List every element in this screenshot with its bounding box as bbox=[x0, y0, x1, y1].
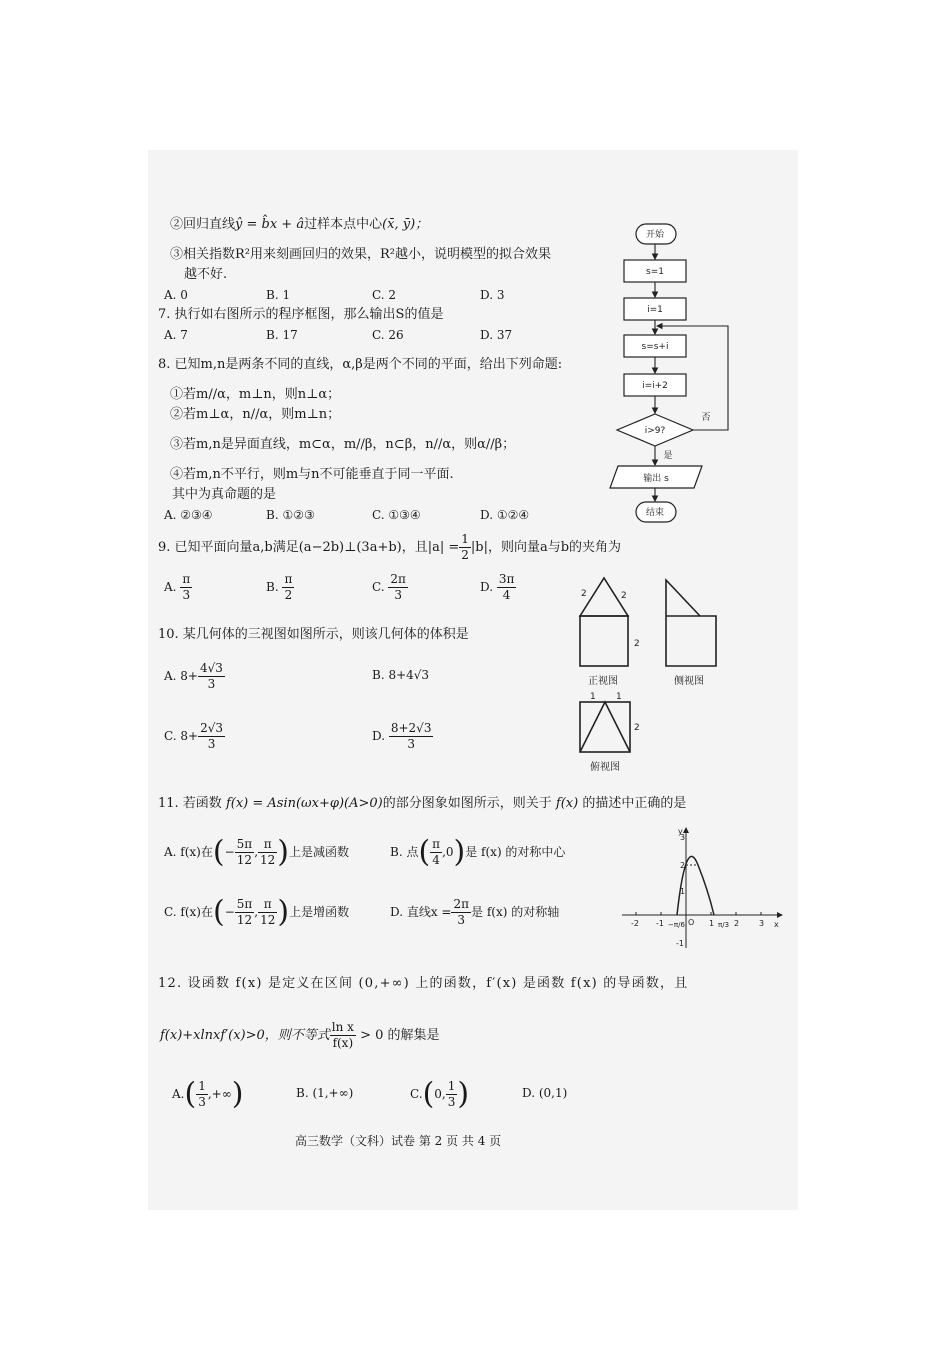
q8-option-c: C. ①③④ bbox=[372, 508, 421, 522]
q6-item-3-cont: 越不好. bbox=[184, 267, 228, 282]
q12-option-c: C.(0, $\frac{1}{3}$ ) bbox=[410, 1076, 470, 1112]
q12-option-d: D. (0,1) bbox=[522, 1086, 568, 1100]
q9-option-b: B. $\frac{\pi}{2}$ bbox=[266, 572, 293, 602]
top-view-triangle bbox=[580, 702, 630, 752]
q10-option-b: B. 8+4√3 bbox=[372, 668, 430, 682]
q7-option-b: B. 17 bbox=[266, 328, 298, 342]
q7-stem: 7. 执行如右图所示的程序框图，那么输出S的值是 bbox=[158, 307, 444, 322]
front-view-caption: 正视图 bbox=[588, 676, 618, 687]
graph-tick-x-2: 2 bbox=[734, 919, 740, 928]
front-view-height-label: 2 bbox=[634, 639, 640, 649]
q11-option-a: A. f(x)在(− $\frac{5\pi}{12}$ , $\frac{\pi}{12}$ )上是减函数 bbox=[164, 834, 350, 870]
q10-stem: 10. 某几何体的三视图如图所示，则该几何体的体积是 bbox=[158, 627, 469, 642]
q11-option-c: C. f(x)在(− $\frac{5\pi}{12}$ , $\frac{\pi}{12}$ )上是增函数 bbox=[164, 894, 350, 930]
top-view-square bbox=[580, 702, 630, 752]
q10-option-c: C. 8+ $\frac{2√3}{3}$ bbox=[164, 721, 223, 751]
flow-no-label: 否 bbox=[701, 413, 711, 423]
q9-stem: 9. 已知平面向量a,b满足(a−2b)⊥(3a+b)，且|a| = $\frac{1}{2}$ |b|，则向量a与b的夹角为 bbox=[158, 532, 622, 562]
graph-x-label: x bbox=[774, 920, 779, 929]
top-view-caption: 俯视图 bbox=[590, 762, 620, 773]
front-view-square bbox=[580, 616, 628, 666]
side-view-shape bbox=[666, 580, 716, 666]
q9-option-a: A. $\frac{\pi}{3}$ bbox=[164, 572, 191, 602]
flow-yes-label: 是 bbox=[663, 451, 673, 461]
top-view-label-1-right: 1 bbox=[616, 692, 622, 702]
q8-proposition-1: ①若m//α，m⊥n，则n⊥α； bbox=[170, 387, 341, 402]
q9-half-fraction: $\frac{1}{2}$ bbox=[461, 532, 469, 562]
q11-option-b: B. 点( $\frac{\pi}{4}$ ,0)是 f(x) 的对称中心 bbox=[390, 834, 566, 870]
q12-stem-line2: f(x)+xlnxf′(x)>0，则不等式 $\frac{\text{ln x}}{f(x)}$ > 0 的解集是 bbox=[160, 1020, 440, 1050]
graph-tick-x-1: 1 bbox=[709, 919, 715, 928]
top-view-label-1-left: 1 bbox=[590, 692, 596, 702]
graph-tick-x-neg1: -1 bbox=[656, 919, 664, 928]
q8-option-d: D. ①②④ bbox=[480, 508, 530, 522]
graph-tick-y-2: 2 bbox=[680, 861, 686, 870]
q8-option-b: B. ①②③ bbox=[266, 508, 315, 522]
side-view-caption: 侧视图 bbox=[674, 676, 704, 687]
q7-option-d: D. 37 bbox=[480, 328, 513, 342]
q12-stem-line1: 12. 设函数 f(x) 是定义在区间 (0,+∞) 上的函数，f′(x) 是函数 f(x) 的导函数，且 bbox=[158, 976, 689, 991]
flow-end-text: 结束 bbox=[645, 508, 665, 518]
q8-proposition-2: ②若m⊥α，n//α，则m⊥n； bbox=[170, 407, 341, 422]
flow-i-init-text: i=1 bbox=[647, 305, 663, 315]
q12-option-a: A.( $\frac{1}{3}$ ,+∞) bbox=[172, 1076, 244, 1112]
q9-option-d: D. $\frac{3\pi}{4}$ bbox=[480, 572, 515, 602]
page-footer: 高三数学（文科）试卷 第 2 页 共 4 页 bbox=[295, 1134, 502, 1148]
flow-start-text: 开始 bbox=[645, 230, 665, 240]
graph-pi3-label: π/3 bbox=[718, 921, 730, 929]
q6-option-b: B. 1 bbox=[266, 288, 291, 302]
q9-option-c: C. $\frac{2\pi}{3}$ bbox=[372, 572, 406, 602]
q11-stem: 11. 若函数 f(x) = Asin(ωx+φ)(A>0)的部分图象如图所示，则关于 f(x) 的描述中正确的是 bbox=[158, 796, 687, 811]
q6-item-3: ③相关指数R²用来刻画回归的效果，R²越小，说明模型的拟合效果 bbox=[170, 247, 551, 262]
q7-option-a: A. 7 bbox=[164, 328, 188, 342]
graph-tick-x-3: 3 bbox=[759, 919, 765, 928]
graph-y-label: y bbox=[678, 827, 683, 836]
q8-proposition-4: ④若m,n不平行，则m与n不可能垂直于同一平面. bbox=[170, 467, 454, 482]
graph-origin: O bbox=[688, 918, 695, 927]
flow-i-update-text: i=i+2 bbox=[642, 381, 668, 391]
q6-item-2: ②回归直线ŷ = b̂x + â过样本点中心(x̄, ȳ)； bbox=[170, 217, 429, 232]
q10-option-d: D. $\frac{8+2√3}{3}$ bbox=[372, 721, 432, 751]
q11-option-d: D. 直线x = $\frac{2\pi}{3}$ 是 f(x) 的对称轴 bbox=[390, 897, 560, 927]
flow-s-update-text: s=s+i bbox=[641, 342, 669, 352]
top-view-side-label: 2 bbox=[634, 723, 640, 733]
front-view-side-label-left: 2 bbox=[581, 589, 587, 599]
q8-proposition-3: ③若m,n是异面直线，m⊂α，m//β，n⊂β，n//α，则α//β； bbox=[170, 437, 516, 452]
graph-tick-y-neg1: -1 bbox=[676, 939, 684, 948]
flow-output-text: 输出 s bbox=[643, 474, 669, 484]
flow-s-init-text: s=1 bbox=[646, 267, 664, 277]
q8-option-a: A. ②③④ bbox=[164, 508, 213, 522]
graph-tick-y-1: 1 bbox=[680, 887, 686, 896]
q6-option-d: D. 3 bbox=[480, 288, 505, 302]
three-views-figure bbox=[570, 570, 730, 780]
graph-tick-x-neg2: -2 bbox=[631, 919, 639, 928]
q12-option-b: B. (1,+∞) bbox=[296, 1086, 354, 1100]
q8-stem: 8. 已知m,n是两条不同的直线，α,β是两个不同的平面，给出下列命题: bbox=[158, 357, 563, 372]
program-flowchart bbox=[600, 218, 740, 528]
q6-option-a: A. 0 bbox=[164, 288, 188, 302]
graph-tick-y-3: 3 bbox=[680, 833, 686, 842]
front-view-side-label-right: 2 bbox=[621, 591, 627, 601]
q7-option-c: C. 26 bbox=[372, 328, 404, 342]
flow-condition-text: i>9? bbox=[644, 426, 666, 436]
sine-graph bbox=[618, 824, 788, 952]
q10-option-a: A. 8+ $\frac{4√3}{3}$ bbox=[164, 661, 223, 691]
graph-neg-pi6-label: −π/6 bbox=[668, 921, 685, 929]
q8-question: 其中为真命题的是 bbox=[172, 487, 277, 502]
q6-option-c: C. 2 bbox=[372, 288, 397, 302]
